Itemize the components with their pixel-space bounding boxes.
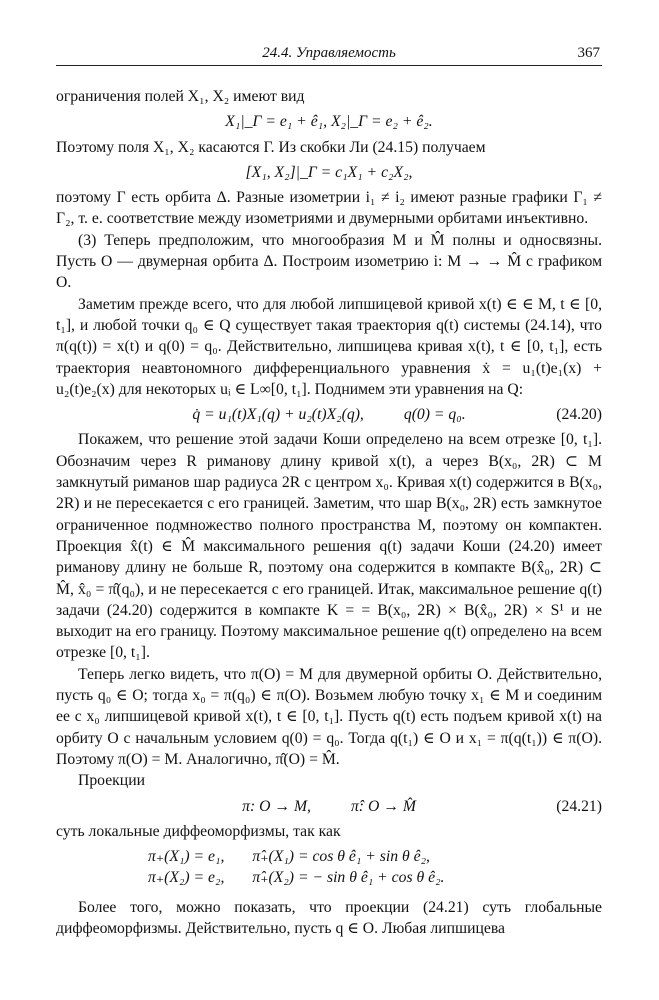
equation-left: π: O → M, [242, 797, 311, 815]
section-title: 24.4. Управляемость [262, 45, 396, 61]
paragraph: суть локальные диффеоморфизмы, так как [56, 822, 341, 840]
page-number: 367 [577, 45, 600, 61]
equation-row [56, 867, 602, 888]
paragraph: Поэтому поля X₁, X₂ касаются Γ. Из скобки Ли (24.15) получаем [56, 138, 486, 156]
equation-row [56, 846, 602, 867]
equation-right: π̂: O → M̂ [350, 797, 416, 815]
equation-right: π̂₊(X₂) = − sin θ ê₁ + cos θ ê₂. [252, 869, 445, 887]
paragraph: Теперь легко видеть, что π(O) = M для двумерной орбиты O. Действительно, пусть q₀ ∈ O; тогда x₀ = π(q₀) ∈ π(O). Возьмем любую точку x₁ ∈ M и соединим ее с x₀ липшицевой кривой x(t), t ∈ [0, t₁]. Пусть q(t) есть подъем кривой x(t) на орбиту O с начальным условием q(0) = q₀. Тогда q(t₁) ∈ O и x₁ = π(q(t₁)) ∈ π(O). Поэтому π(O) = M. Аналогично, π̂(O) = M̂. [56, 665, 602, 768]
equation-right: q(0) = q₀. [403, 406, 466, 424]
equation-left: q̇ = u₁(t)X₁(q) + u₂(t)X₂(q), [192, 406, 364, 424]
equation: [X₁, X₂]|_Γ = c₁X₁ + c₂X₂, [245, 163, 413, 181]
paragraph: Проекции [78, 772, 145, 790]
equation-left: π₊(X₂) = e₂, [148, 869, 225, 887]
equation-number: (24.20) [556, 406, 602, 424]
equation-system [56, 846, 602, 889]
paragraph: Покажем, что решение этой задачи Коши определено на всем отрезке [0, t₁]. Обозначим через R риманову длину кривой x(t), а через B(x₀, 2R) ⊂ M замкнутый риманов шар радиуса 2R с центром x₀. Кривая x(t) содержится в B(x₀, 2R) и не пересекается с его границей. Заметим, что шар B(x₀, 2R) есть замкнутое ограниченное подмножество полного пространства M, поэтому он компактен. Проекция x̂(t) ∈ M̂ максимального решения q(t) задачи Коши (24.20) имеет риманову длину не больше R, поэтому она содержится в компакте B(x̂₀, 2R) ⊂ M̂, x̂₀ = π̂(q₀), и не пересекается с его границей. Итак, максимальное решение q(t) задачи (24.20) содержится в компакте K = = B(x₀, 2R) × B(x̂₀, 2R) × S¹ и не выходит на его границу. Поэтому максимальное решение q(t) определено на всем отрезке [0, t₁]. [56, 431, 602, 662]
main-text [56, 86, 602, 939]
paragraph: поэтому Γ есть орбита Δ. Разные изометрии i₁ ≠ i₂ имеют разные графики Γ₁ ≠ Γ₂, т. е. соответствие между изометриями и двумерными орбитами инъективно. [56, 189, 602, 228]
equation-24-20 [56, 404, 602, 425]
running-header [56, 45, 602, 66]
equation-number: (24.21) [556, 797, 602, 815]
paragraph: ограничения полей X₁, X₂ имеют вид [56, 88, 305, 105]
paragraph: Заметим прежде всего, что для любой липшицевой кривой x(t) ∈ ∈ M, t ∈ [0, t₁], и любой точки q₀ ∈ Q существует такая траектория q(t) системы (24.14), что π(q(t)) = x(t) и q(0) = q₀. Действительно, липшицева кривая x(t), t ∈ [0, t₁], есть траектория неавтономного дифференциального уравнения ẋ = u₁(t)e₁(x) + u₂(t)e₂(x) для некоторых uᵢ ∈ L∞[0, t₁]. Поднимем эти уравнения на Q: [56, 295, 602, 398]
equation-24-21 [56, 796, 602, 817]
paragraph: (3) Теперь предположим, что многообразия M и M̂ полны и односвязны. Пусть O — двумерная орбита Δ. Построим изометрию i: M → → M̂ с графиком O. [56, 231, 602, 292]
equation: X₁|_Γ = e₁ + ê₁, X₂|_Γ = e₂ + ê₂. [225, 113, 433, 131]
equation-left: π₊(X₁) = e₁, [148, 848, 225, 866]
paragraph: Более того, можно показать, что проекции (24.21) суть глобальные диффеоморфизмы. Действительно, пусть q ∈ O. Любая липшицева [56, 898, 602, 937]
equation-right: π̂₊(X₁) = cos θ ê₁ + sin θ ê₂, [252, 848, 430, 866]
